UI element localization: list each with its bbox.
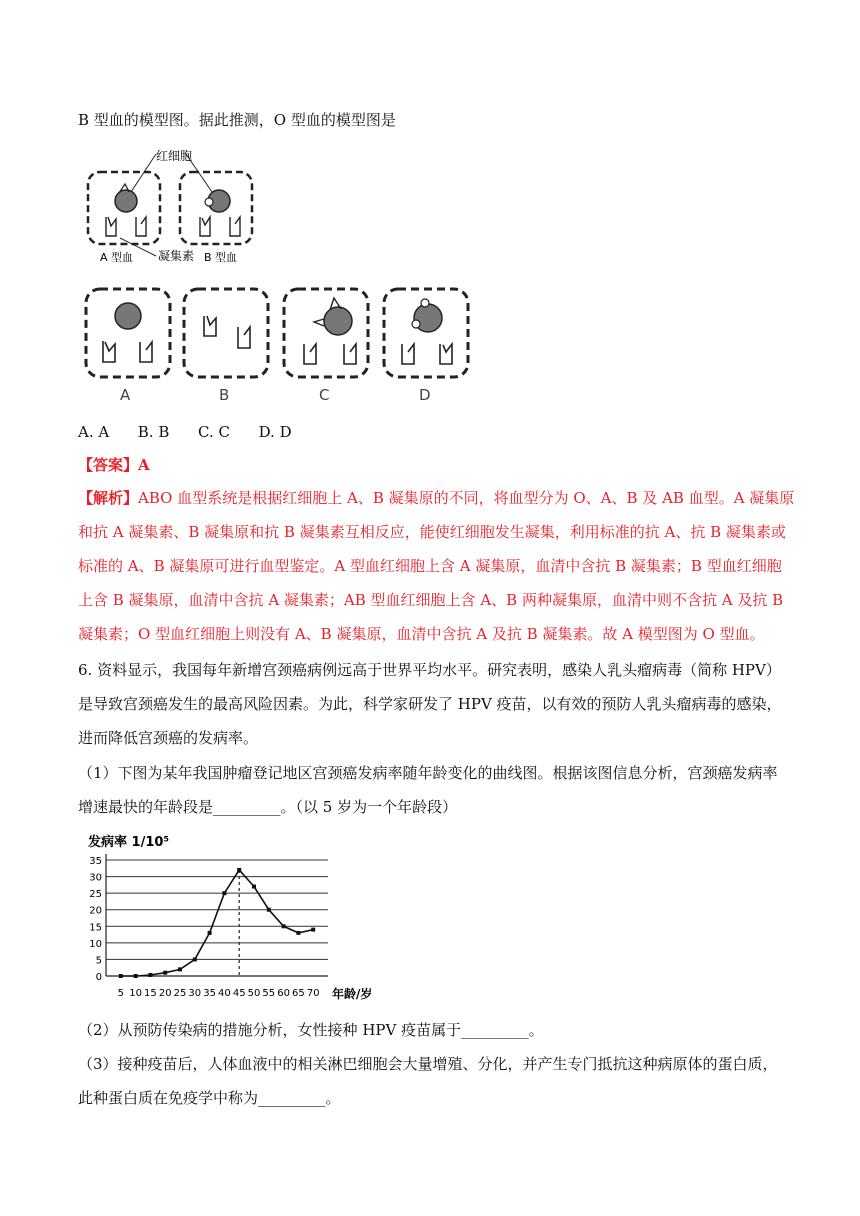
q6-sub3-line-1: （3）接种疫苗后，人体血液中的相关淋巴细胞会大量增殖、分化，并产生专门抵抗这种病原体的蛋白质，	[78, 1055, 778, 1073]
choices-text: A. A B. B C. C D. D	[78, 423, 292, 441]
y-tick-label: 5	[95, 955, 102, 967]
data-point	[222, 891, 226, 895]
q6-sub2: （2）从预防传染病的措施分析，女性接种 HPV 疫苗属于_________。	[78, 1021, 544, 1039]
option-label-a: A	[120, 386, 131, 404]
x-tick-label: 45	[232, 988, 246, 999]
x-tick-label: 60	[277, 988, 290, 999]
x-tick-label: 40	[218, 988, 231, 999]
label-a-blood: A 型血	[100, 251, 134, 264]
option-b-box	[184, 289, 268, 377]
x-tick-label: 65	[292, 988, 305, 999]
analysis-line-1: 【解析】ABO 血型系统是根据红细胞上 A、B 凝集原的不同，将血型分为 O、A、B 及 AB 血型。A 凝集原	[78, 489, 795, 507]
incidence-chart	[76, 830, 396, 1005]
data-point	[119, 974, 123, 978]
y-tick-label: 35	[89, 856, 102, 867]
option-label-d: D	[419, 386, 431, 404]
x-tick-label: 50	[247, 988, 261, 999]
data-point	[208, 931, 212, 935]
q6-line-3: 进而降低宫颈癌的发病率。	[78, 729, 259, 747]
q6-line-1: 6. 资料显示，我国每年新增宫颈癌病例远高于世界平均水平。研究表明，感染人乳头瘤病毒（简称 HPV）	[78, 661, 781, 679]
analysis-line-5: 凝集素；O 型血红细胞上则没有 A、B 凝集原，血清中含抗 A 及抗 B 凝集素。故 A 模型图为 O 型血。	[78, 625, 765, 643]
option-a-box	[86, 289, 170, 377]
x-tick-label: 30	[188, 988, 202, 999]
analysis-tag: 【解析】	[78, 489, 139, 507]
y-tick-label: 20	[89, 905, 102, 917]
chart-xlabel: 年龄/岁	[332, 987, 373, 1001]
agglutinogen-b-mark	[205, 198, 213, 206]
data-point	[134, 974, 138, 978]
analysis-line-2: 和抗 A 凝集素、B 凝集原和抗 B 凝集素互相反应，能使红细胞发生凝集，利用标准的抗 A、抗 B 凝集素或	[78, 523, 786, 541]
chart-ylabel: 发病率 1/10⁵	[88, 835, 170, 850]
q6-sub3-line-2: 此种蛋白质在免疫学中称为_________。	[78, 1089, 341, 1107]
rbc-a-circle	[115, 190, 137, 212]
y-tick-label: 30	[89, 872, 102, 884]
answer-tag: 【答案】	[78, 456, 139, 474]
label-b-blood: B 型血	[204, 251, 238, 264]
x-tick-label: 10	[129, 988, 142, 999]
q6-sub1-line-2: 增速最快的年龄段是_________。（以 5 岁为一个年龄段）	[78, 798, 458, 816]
y-tick-label: 0	[95, 972, 102, 983]
q6-sub1-line-1: （1）下图为某年我国肿瘤登记地区宫颈癌发病率随年龄变化的曲线图。根据该图信息分析，宫颈癌发病率	[78, 764, 778, 782]
label-agglutinin: 凝集素	[158, 249, 195, 263]
data-point	[282, 924, 286, 928]
x-tick-label: 5	[117, 988, 124, 999]
data-point	[178, 967, 182, 971]
data-point	[148, 973, 152, 977]
answer-value: A	[138, 456, 150, 474]
data-point	[252, 885, 256, 889]
data-point	[311, 928, 315, 932]
q6-line-2: 是导致宫颈癌发生的最高风险因素。为此，科学家研发了 HPV 疫苗，以有效的预防人乳头瘤病毒的感染，	[78, 695, 782, 713]
data-point	[296, 931, 300, 935]
x-tick-label: 15	[144, 988, 157, 999]
x-tick-label: 70	[306, 988, 320, 999]
intro-text: B 型血的模型图。据此推测，O 型血的模型图是	[78, 111, 396, 129]
label-rbc: 红细胞	[156, 149, 193, 163]
option-label-b: B	[219, 386, 230, 404]
data-point	[267, 908, 271, 912]
data-point	[237, 868, 241, 872]
option-label-c: C	[319, 386, 330, 404]
y-tick-label: 10	[89, 938, 102, 950]
x-tick-label: 55	[262, 988, 276, 999]
analysis-line-3: 标准的 A、B 凝集原可进行血型鉴定。A 型血红细胞上含 A 凝集原，血清中含抗 B 凝集素；B 型血红细胞	[78, 557, 782, 575]
y-tick-label: 15	[89, 922, 102, 934]
data-point	[163, 971, 167, 975]
x-tick-label: 25	[173, 988, 187, 999]
x-tick-label: 35	[203, 988, 216, 999]
y-tick-label: 25	[89, 889, 102, 901]
answer-line	[78, 455, 150, 475]
x-tick-label: 20	[158, 988, 172, 999]
data-point	[193, 957, 197, 961]
analysis-line-4: 上含 B 凝集原，血清中含抗 A 凝集素；AB 型血红细胞上含 A、B 两种凝集原，血清中则不含抗 A 及抗 B	[78, 591, 784, 609]
incidence-series-line	[121, 870, 313, 976]
blood-type-diagram	[76, 146, 476, 416]
